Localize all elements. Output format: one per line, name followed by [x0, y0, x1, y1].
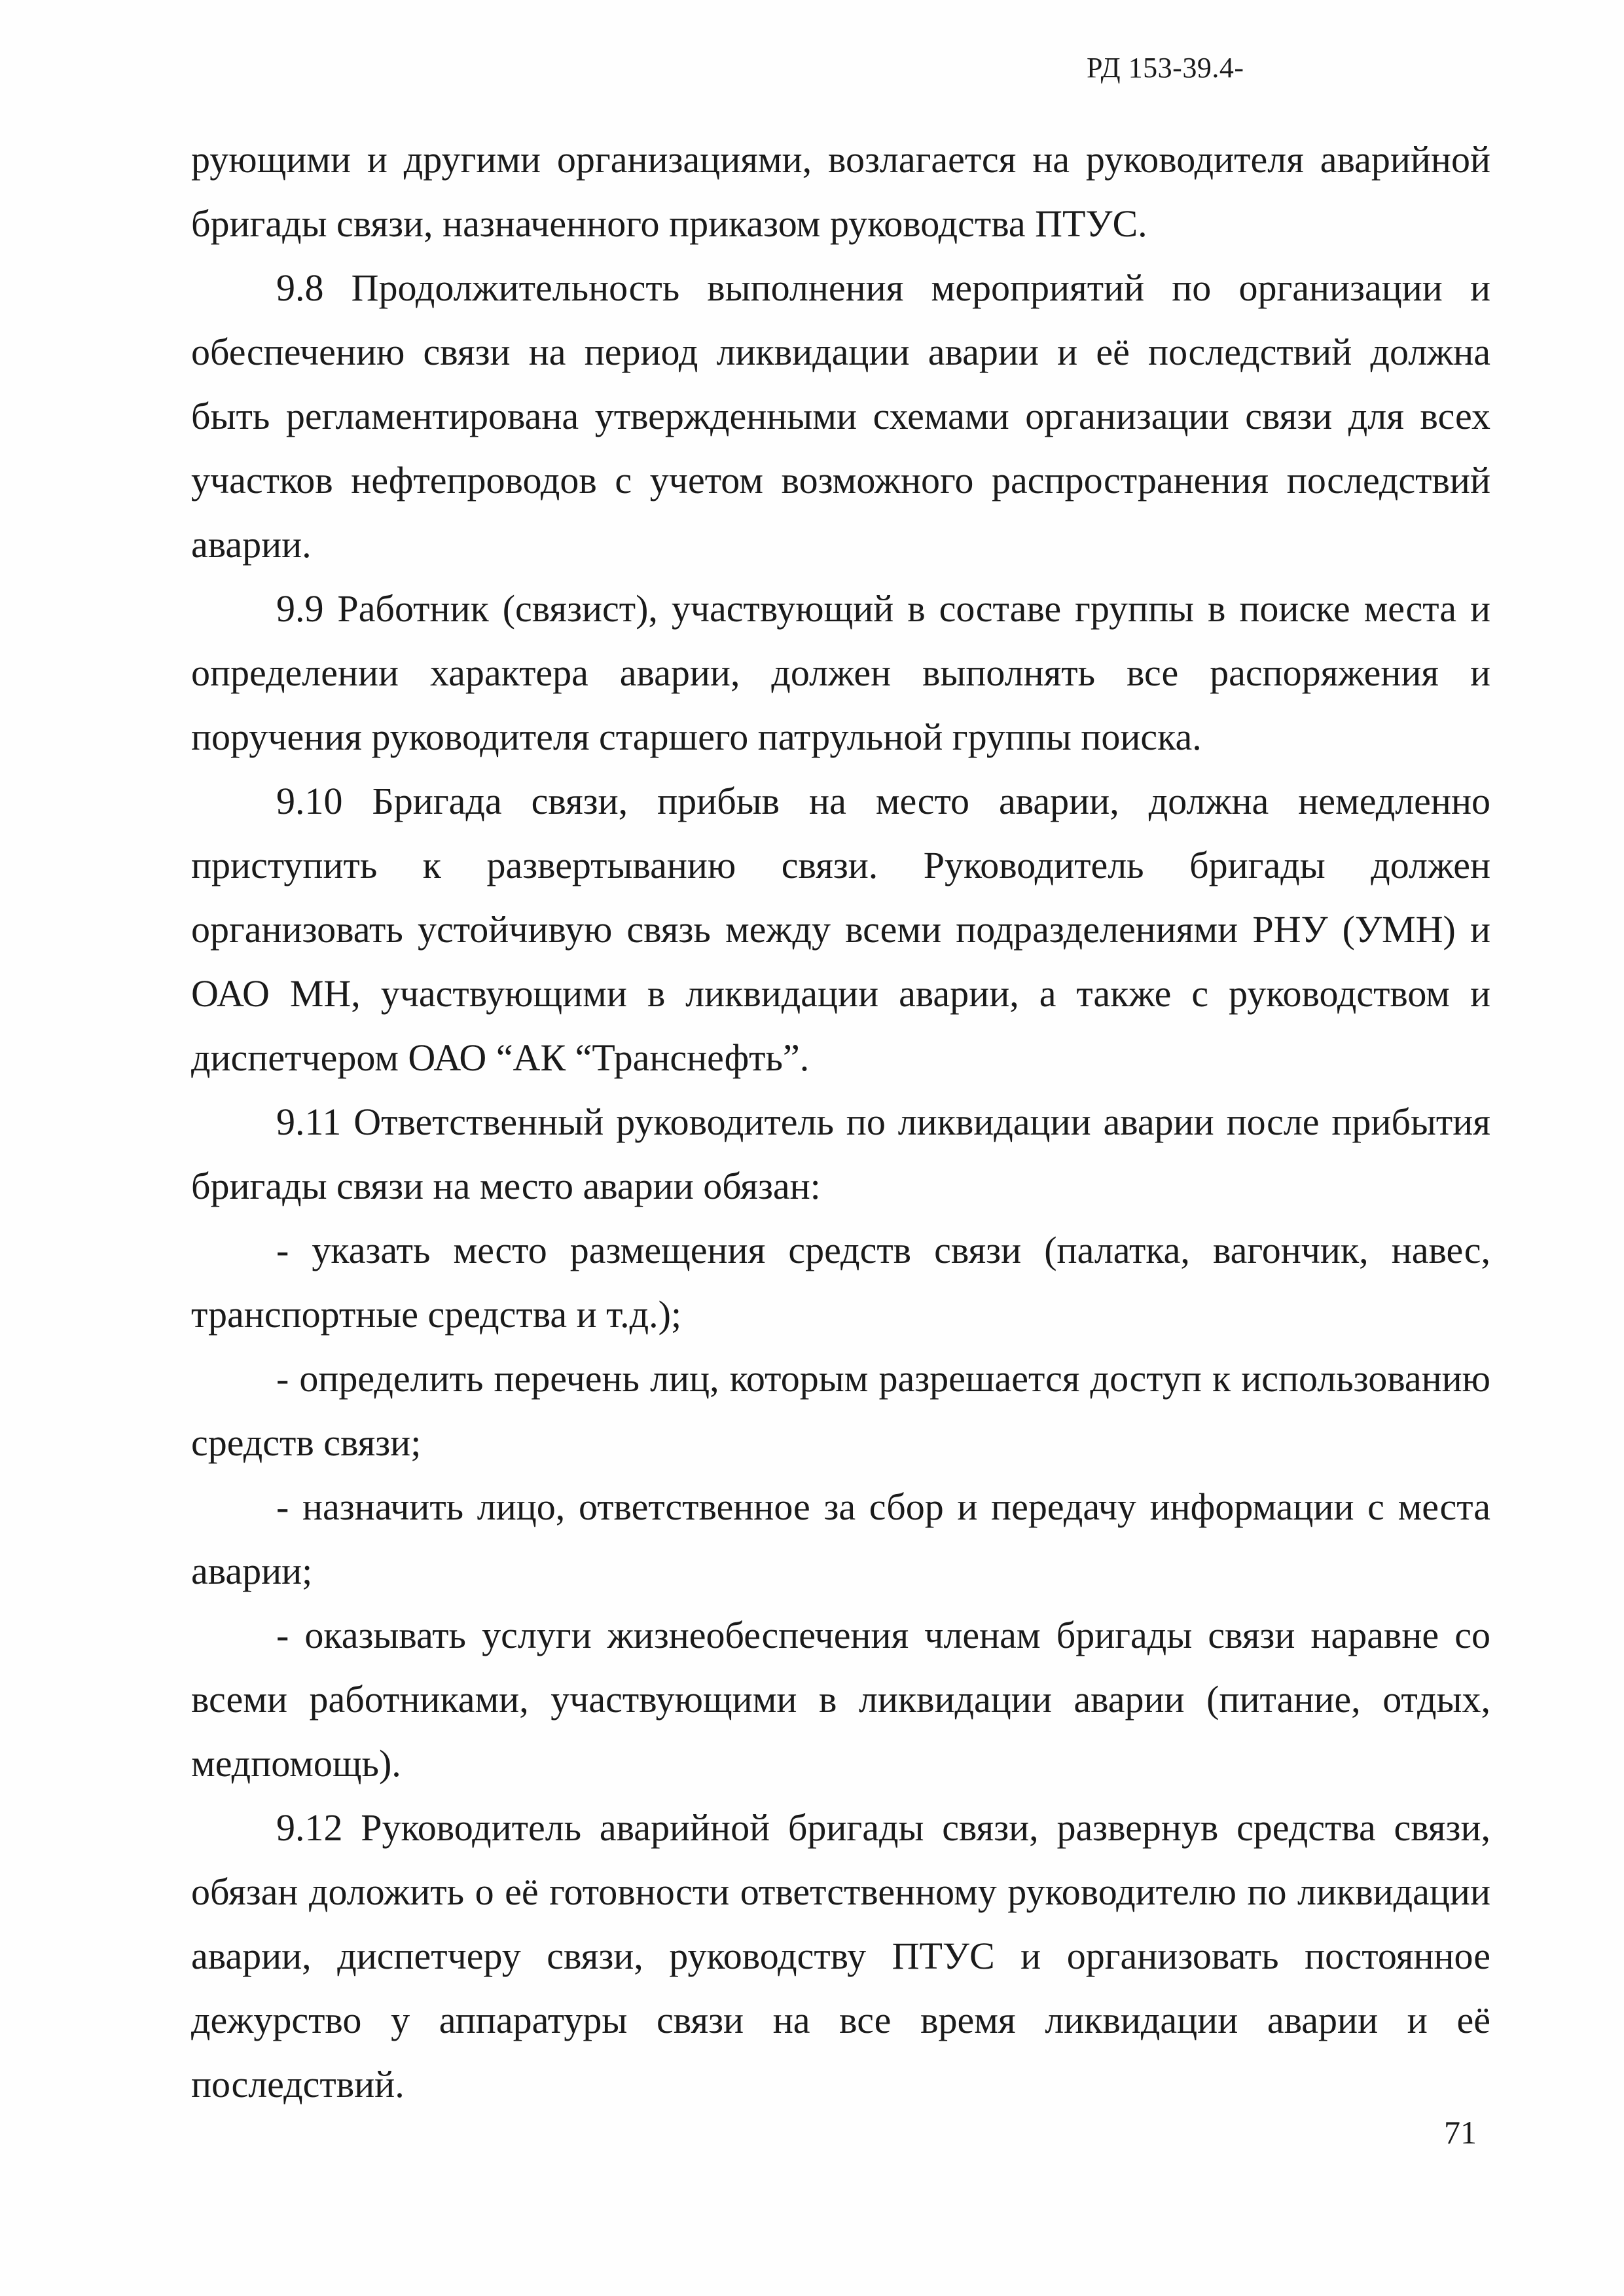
document-body: [191, 128, 1490, 2117]
page-number: 71: [1444, 2114, 1477, 2151]
list-item-placement: - указать место размещения средств связи (палатка, вагончик, навес, транспортные средства и т.д.);: [191, 1229, 1490, 1336]
paragraph-continuation: рующими и другими организациями, возлагается на руководителя аварийной бригады связи, назначенного приказом руководства ПТУС.: [191, 138, 1490, 245]
paragraph-9-9: 9.9 Работник (связист), участвующий в составе группы в поиске места и определении характера аварии, должен выполнять все распоряжения и поручения руководителя старшего патрульной группы поиска.: [191, 587, 1490, 758]
list-item-access: - определить перечень лиц, которым разрешается доступ к использованию средств связи;: [191, 1357, 1490, 1464]
paragraph-9-11: 9.11 Ответственный руководитель по ликвидации аварии после прибытия бригады связи на место аварии обязан:: [191, 1101, 1490, 1207]
document-code: РД 153-39.4-: [1087, 52, 1244, 84]
paragraph-9-10: 9.10 Бригада связи, прибыв на место аварии, должна немедленно приступить к развертыванию связи. Руководитель бригады должен организовать устойчивую связь между всеми подразделениями РНУ (УМН) и ОАО МН, участвующими в ликвидации аварии, а также с руководством и диспетчером ОАО “АК “Транснефть”.: [191, 780, 1490, 1079]
list-item-responsible: - назначить лицо, ответственное за сбор и передачу информации с места аварии;: [191, 1485, 1490, 1592]
paragraph-9-12: 9.12 Руководитель аварийной бригады связи, развернув средства связи, обязан доложить о её готовности ответственному руководителю по ликвидации аварии, диспетчеру связи, руководству ПТУС и организовать постоянное дежурство у аппаратуры связи на все время ликвидации аварии и её последствий.: [191, 1806, 1490, 2105]
list-item-life-support: - оказывать услуги жизнеобеспечения членам бригады связи наравне со всеми работниками, участвующими в ликвидации аварии (питание, отдых, медпомощь).: [191, 1614, 1490, 1785]
paragraph-9-8: 9.8 Продолжительность выполнения мероприятий по организации и обеспечению связи на период ликвидации аварии и её последствий должна быть регламентирована утвержденными схемами организации связи для всех участков нефтепроводов с учетом возможного распространения последствий аварии.: [191, 266, 1490, 566]
